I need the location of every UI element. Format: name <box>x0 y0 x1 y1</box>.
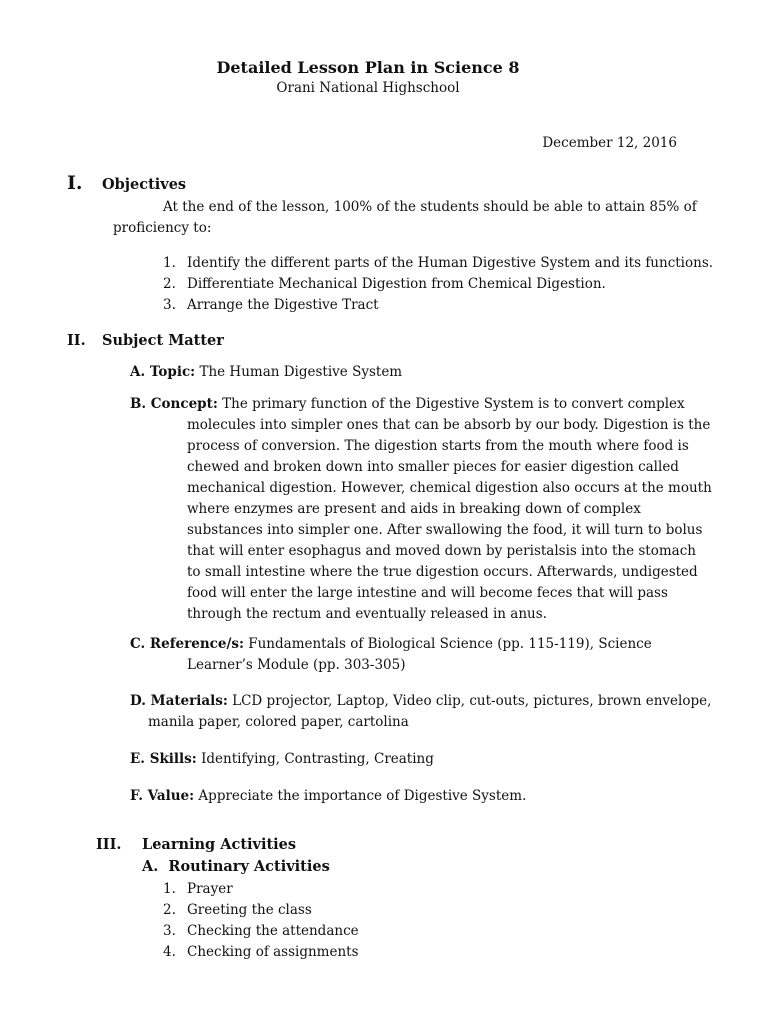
school-name: Orani National Highschool <box>276 80 460 96</box>
concept-line: process of conversion. The digestion starts from the mouth where food is <box>187 438 689 454</box>
value-row <box>130 786 526 807</box>
value-text: Appreciate the importance of Digestive System. <box>198 788 527 804</box>
reference-text-line2: Learner’s Module (pp. 303-305) <box>187 657 406 673</box>
concept-line: that will enter esophagus and moved down by peristalsis into the stomach <box>187 543 696 559</box>
skills-text: Identifying, Contrasting, Creating <box>201 751 434 767</box>
section-2-heading: Subject Matter <box>102 332 224 349</box>
materials-text: LCD projector, Laptop, Video clip, cut-outs, pictures, brown envelope, <box>232 693 712 709</box>
value-label: F. Value: <box>130 788 195 804</box>
activity-item: Checking the attendance <box>187 923 359 939</box>
concept-row <box>130 394 685 415</box>
concept-line: food will enter the large intestine and will become feces that will pass <box>187 585 668 601</box>
materials-label: D. Materials: <box>130 693 228 709</box>
activity-number: 3. <box>163 923 176 939</box>
section-3-heading: Learning Activities <box>142 836 297 853</box>
activity-number: 4. <box>163 944 176 960</box>
activity-item: Prayer <box>187 881 233 897</box>
objectives-intro-line1: At the end of the lesson, 100% of the students should be able to attain 85% of <box>163 199 697 215</box>
objective-item: Differentiate Mechanical Digestion from Chemical Digestion. <box>187 276 606 292</box>
activity-item: Checking of assignments <box>187 944 359 960</box>
reference-text: Fundamentals of Biological Science (pp. 115-119), Science <box>248 636 652 652</box>
reference-row <box>130 634 652 655</box>
objective-number: 1. <box>163 255 176 271</box>
topic-text: The Human Digestive System <box>199 364 403 380</box>
objective-number: 3. <box>163 297 176 313</box>
lesson-date: December 12, 2016 <box>542 135 677 151</box>
routinary-heading: A. Routinary Activities <box>142 858 330 875</box>
activity-number: 2. <box>163 902 176 918</box>
concept-line: chewed and broken down into smaller pieces for easier digestion called <box>187 459 679 475</box>
concept-line: The primary function of the Digestive System is to convert complex <box>222 396 685 412</box>
topic-row <box>130 362 402 383</box>
objective-item: Identify the different parts of the Human Digestive System and its functions. <box>187 255 714 271</box>
activity-number: 1. <box>163 881 176 897</box>
reference-label: C. Reference/s: <box>130 636 244 652</box>
skills-row <box>130 749 434 770</box>
materials-row <box>130 691 711 712</box>
objectives-intro-line2: proficiency to: <box>113 220 212 236</box>
concept-line: substances into simpler one. After swallowing the food, it will turn to bolus <box>187 522 703 538</box>
section-2-numeral: II. <box>67 332 86 349</box>
objective-number: 2. <box>163 276 176 292</box>
concept-line: through the rectum and eventually released in anus. <box>187 606 547 622</box>
concept-line: where enzymes are present and aids in breaking down of complex <box>187 501 641 517</box>
objective-item: Arrange the Digestive Tract <box>187 297 379 313</box>
skills-label: E. Skills: <box>130 751 197 767</box>
page-title: Detailed Lesson Plan in Science 8 <box>216 58 520 77</box>
concept-line: to small intestine where the true digestion occurs. Afterwards, undigested <box>187 564 698 580</box>
topic-label: A. Topic: <box>130 364 196 380</box>
materials-text-line2: manila paper, colored paper, cartolina <box>148 714 409 730</box>
activity-item: Greeting the class <box>187 902 312 918</box>
section-1-heading: Objectives <box>102 176 187 193</box>
concept-line: mechanical digestion. However, chemical digestion also occurs at the mouth <box>187 480 712 496</box>
section-1-numeral: I. <box>67 172 83 194</box>
concept-line: molecules into simpler ones that can be absorb by our body. Digestion is the <box>187 417 711 433</box>
section-3-numeral: III. <box>96 836 122 853</box>
concept-label: B. Concept: <box>130 396 218 412</box>
